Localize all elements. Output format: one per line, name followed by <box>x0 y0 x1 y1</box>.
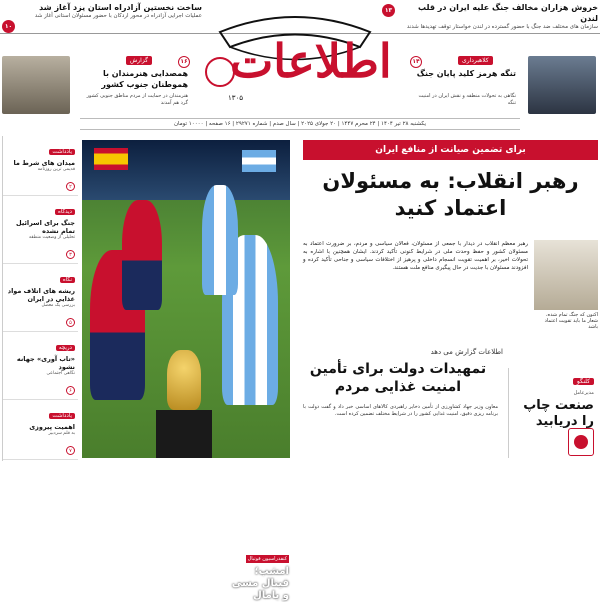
side-box-tag: کلنگو <box>573 378 594 385</box>
football-photo[interactable] <box>82 140 290 601</box>
left-item-title: میدان های شرط ما <box>13 159 75 167</box>
second-story-kicker: اطلاعات گزارش می دهد <box>430 348 503 356</box>
world-cup-trophy-icon <box>167 350 201 410</box>
promo-right-text: نگاهی به تحولات منطقه و نقش ایران در امنیت تنگه <box>418 93 516 106</box>
left-item-sub: نگاهی اجتماعی <box>46 371 75 376</box>
left-column-item[interactable] <box>3 136 78 196</box>
left-item-tag: یادداشت <box>49 413 75 419</box>
second-story-title: تمهیدات دولت برای تأمین امنیت غذایی مردم <box>309 361 487 395</box>
promo-right-tag: کلاهبرداری <box>458 56 493 65</box>
left-column-item[interactable] <box>3 400 78 460</box>
left-column <box>2 136 78 461</box>
left-item-tag: دریچه <box>56 345 75 351</box>
lead-story[interactable] <box>298 140 598 340</box>
promo-right-photo <box>528 56 596 114</box>
left-item-tag: دیدگاه <box>55 209 75 215</box>
lead-text: رهبر معظم انقلاب در دیدار با جمعی از مسئولان، فعالان سیاسی و مردم، بر ضرورت اعتماد به مسئولان کشور و حفظ وحدت ملی در شرایط کنونی تأکید کردند. ایشان همچنین با اشاره به تحولات اخیر، بر اهمیت تقویت انسجام داخلی و پرهیز از اختلافات سیاسی و جناحی تأکید کرده و افزودند مسئولان با جدیت در حال پیگیری منافع ملت هستند. <box>303 241 528 271</box>
second-story-text: معاون وزیر جهاد کشاورزی از تأمین ذخایر راهبردی کالاهای اساسی خبر داد و گفت دولت با برنامه ریزی دقیق، امنیت غذایی کشور را در شرایط مختلف تضمین کرده است. <box>303 404 498 417</box>
trophy-pedestal <box>156 410 212 458</box>
side-box-title: صنعت چاپ را دریابید <box>523 398 594 429</box>
left-item-page: ۷ <box>66 446 75 455</box>
left-item-page: ۲ <box>66 182 75 191</box>
argentina-flag-icon <box>242 150 276 172</box>
side-box[interactable] <box>508 368 598 458</box>
top-left-title: ساخت نخستین آزادراه استان یزد آغاز شد <box>39 3 202 12</box>
top-left-text: عملیات اجرایی آزادراه در محور اردکان با حضور مسئولان استانی آغاز شد <box>34 13 202 19</box>
left-item-page: ۶ <box>66 386 75 395</box>
player-spain-figure <box>122 200 162 310</box>
left-item-page: ۵ <box>66 318 75 327</box>
promo-right-page: ۱۴ <box>410 56 422 68</box>
lead-side-photo <box>534 240 598 310</box>
masthead[interactable] <box>190 2 410 110</box>
stamp-icon <box>568 428 594 456</box>
spain-flag-icon <box>94 148 128 170</box>
left-item-sub: تحلیلی از وضعیت منطقه <box>28 235 75 240</box>
left-item-tag: یادداشت <box>49 149 75 155</box>
lead-kicker: برای تضمین صیانت از منافع ایران <box>303 140 598 160</box>
photo-caption <box>227 545 289 602</box>
promo-left-title: همصدایی هنرمندان با هموطنان جنوب کشور <box>101 69 188 89</box>
left-column-item[interactable] <box>3 332 78 400</box>
photo-kicker: کنفدراسیون فوتبال <box>247 556 287 562</box>
left-item-title: ریشه های اتلاف مواد غذایی در ایران <box>7 287 75 303</box>
promo-left-text: هنرمندان در حمایت از مردم مناطق جنوبی کشور گرد هم آمدند <box>86 93 188 106</box>
founding-year: ۱۳۰۵ <box>228 94 244 102</box>
promo-left-page: ۱۶ <box>178 56 190 68</box>
left-column-item[interactable] <box>3 196 78 264</box>
left-item-title: جنگ برای اسرائیل تمام نشده <box>16 219 75 235</box>
promo-right[interactable] <box>408 38 598 118</box>
left-item-page: ۳ <box>66 250 75 259</box>
promo-right-title: تنگه هرمز کلید پایان جنگ <box>416 69 516 78</box>
left-column-item[interactable] <box>3 264 78 332</box>
promo-left-photo <box>2 56 70 114</box>
top-left-page-badge: ۱۰ <box>2 20 15 33</box>
left-item-title: «تاب آوری» جهانه نشود <box>16 355 75 371</box>
top-right-text: سازمان های مختلف ضد جنگ با حضور گسترده در لندن خواستار توقف تهدیدها شدند <box>406 24 598 30</box>
lead-side-caption: اکنون که جنگ تمام شده، شعار ما باید تقویت اعتماد باشد <box>544 312 598 330</box>
top-right-title: خروش هزاران مخالف جنگ علیه ایران در قلب لندن <box>418 3 598 23</box>
logo: اطلاعات <box>230 34 392 88</box>
left-item-sub: قدیمی ترین روزنامه <box>37 167 75 172</box>
side-box-sub: مدیرعامل <box>573 390 594 396</box>
left-item-title: اهمیت پیروزی <box>29 423 75 431</box>
second-story[interactable] <box>298 348 598 460</box>
left-item-sub: به قلم سردبیر <box>48 431 75 436</box>
promo-left-tag: گزارش <box>126 56 152 65</box>
dateline: یکشنبه ۲۸ تیر ۱۴۰۴ | ۲۴ محرم ۱۴۴۷ | ۲۰ جولای ۲۰۲۵ | سال صدم | شماره ۲۹۲۷۱ | ۱۶ صفحه | ۱۰۰۰۰ تومان <box>80 118 520 130</box>
left-item-tag: نگاه <box>60 277 75 283</box>
left-item-sub: بررسی یک معضل <box>41 303 75 308</box>
promo-left[interactable] <box>2 38 192 118</box>
lead-headline: رهبر انقلاب: به مسئولان اعتماد کنید <box>322 169 579 220</box>
top-story-left[interactable] <box>2 2 202 32</box>
player-argentina-figure <box>202 185 238 295</box>
top-story-right[interactable] <box>398 2 598 32</box>
top-right-page-badge: ۱۳ <box>382 4 395 17</box>
photo-title: امشب؛ فینال مسی و یامال <box>231 566 289 601</box>
